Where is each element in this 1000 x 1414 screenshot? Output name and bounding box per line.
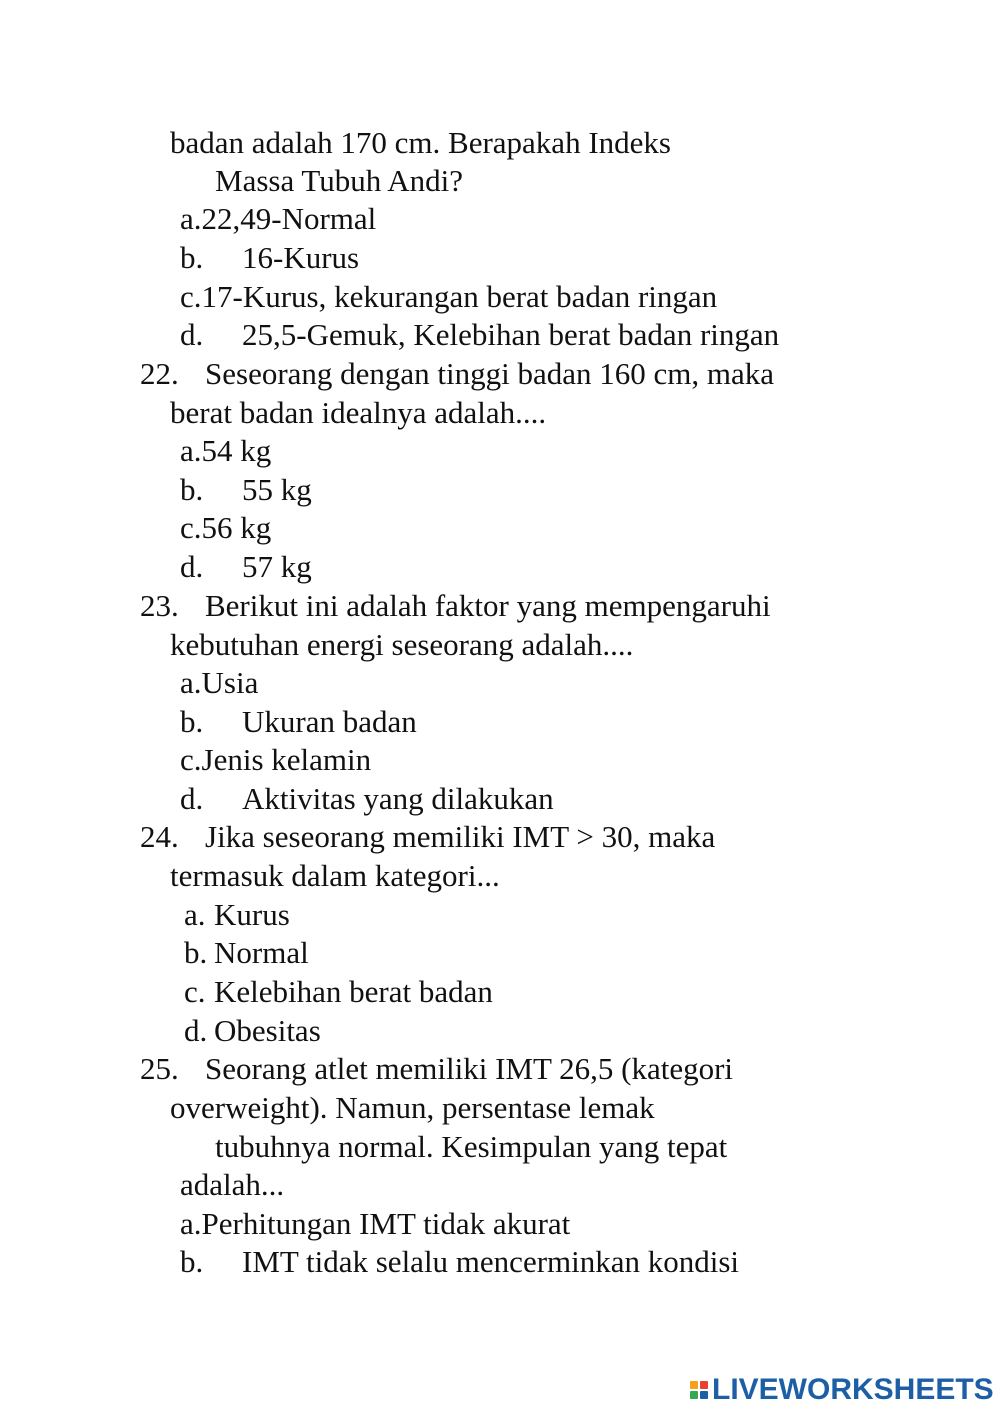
question-21-text-line-1: badan adalah 170 cm. Berapakah Indeks	[170, 125, 671, 160]
question-23-option-c[interactable]	[180, 741, 371, 779]
option-text: Usia	[201, 665, 259, 700]
option-label: c.	[180, 510, 202, 545]
option-label: d.	[184, 1013, 208, 1048]
option-label: a.	[180, 665, 202, 700]
option-label: d.	[180, 549, 204, 584]
option-text: Aktivitas yang dilakukan	[242, 781, 554, 816]
option-label: b.	[180, 472, 204, 507]
option-text: 25,5-Gemuk, Kelebihan berat badan ringan	[242, 317, 780, 352]
question-22-option-d[interactable]	[180, 548, 312, 586]
option-text: 57 kg	[242, 549, 312, 584]
question-23-option-d[interactable]	[180, 780, 554, 818]
question-25-text-line-2: overweight). Namun, persentase lemak	[170, 1090, 655, 1125]
option-label: c.	[180, 742, 202, 777]
question-24-option-d[interactable]	[184, 1012, 321, 1050]
question-number: 22.	[140, 356, 179, 391]
mark-square-2	[700, 1381, 708, 1389]
option-text: 17-Kurus, kekurangan berat badan ringan	[201, 279, 718, 314]
question-24-option-c[interactable]	[184, 973, 493, 1011]
question-25-option-b[interactable]	[180, 1243, 739, 1281]
question-25-option-a[interactable]	[180, 1205, 570, 1243]
brand-name: LIVEWORKSHEETS	[712, 1373, 994, 1406]
question-25-text-line-3: tubuhnya normal. Kesimpulan yang tepat	[215, 1129, 728, 1164]
question-25-text-line-4: adalah...	[180, 1167, 285, 1202]
question-23-option-a[interactable]	[180, 664, 258, 702]
option-text: IMT tidak selalu mencerminkan kondisi	[242, 1244, 740, 1279]
liveworksheets-mark-icon	[690, 1381, 708, 1399]
option-text: 22,49-Normal	[201, 201, 377, 236]
option-label: a.	[180, 433, 202, 468]
option-label: d.	[180, 781, 204, 816]
question-22-text-line-2: berat badan idealnya adalah....	[170, 395, 547, 430]
question-21-option-c[interactable]	[180, 278, 717, 316]
mark-square-3	[690, 1391, 698, 1399]
question-24-option-b[interactable]	[184, 934, 309, 972]
option-label: c.	[184, 974, 206, 1009]
option-label: a.	[180, 1206, 202, 1241]
question-21-option-d[interactable]	[180, 316, 779, 354]
option-text: Perhitungan IMT tidak akurat	[201, 1206, 571, 1241]
question-text: Seorang atlet memiliki IMT 26,5 (kategori	[205, 1051, 734, 1086]
liveworksheets-logo[interactable]	[690, 1372, 994, 1408]
option-text: Jenis kelamin	[201, 742, 372, 777]
option-label: a.	[180, 201, 202, 236]
question-23-option-b[interactable]	[180, 703, 417, 741]
option-text: Normal	[214, 935, 309, 970]
question-24-text-line-1	[140, 818, 715, 856]
question-text: Seseorang dengan tinggi badan 160 cm, maka	[205, 356, 775, 391]
question-21-text-line-2: Massa Tubuh Andi?	[215, 163, 464, 198]
question-21-option-b[interactable]	[180, 239, 359, 277]
question-22-option-a[interactable]	[180, 432, 271, 470]
question-22-option-c[interactable]	[180, 509, 271, 547]
question-number: 24.	[140, 819, 179, 854]
option-text: Ukuran badan	[242, 704, 417, 739]
option-label: a.	[184, 897, 206, 932]
option-label: b.	[180, 240, 204, 275]
question-text: Berikut ini adalah faktor yang mempengaruhi	[205, 588, 771, 623]
option-text: 16-Kurus	[242, 240, 360, 275]
question-21-option-a[interactable]	[180, 200, 376, 238]
question-23-text-line-1	[140, 587, 771, 625]
question-25-text-line-1	[140, 1050, 733, 1088]
question-number: 25.	[140, 1051, 179, 1086]
question-number: 23.	[140, 588, 179, 623]
option-text: 54 kg	[201, 433, 272, 468]
option-label: d.	[180, 317, 204, 352]
question-24-text-line-2: termasuk dalam kategori...	[170, 858, 500, 893]
option-label: b.	[184, 935, 208, 970]
option-text: 55 kg	[242, 472, 312, 507]
mark-square-4	[700, 1391, 708, 1399]
option-label: b.	[180, 704, 204, 739]
question-text: Jika seseorang memiliki IMT > 30, maka	[205, 819, 716, 854]
option-label: c.	[180, 279, 202, 314]
question-22-text-line-1	[140, 355, 774, 393]
option-text: 56 kg	[201, 510, 272, 545]
mark-square-1	[690, 1381, 698, 1389]
option-text: Kelebihan berat badan	[214, 974, 493, 1009]
question-23-text-line-2: kebutuhan energi seseorang adalah....	[170, 627, 634, 662]
question-24-option-a[interactable]	[184, 896, 290, 934]
question-22-option-b[interactable]	[180, 471, 312, 509]
option-label: b.	[180, 1244, 204, 1279]
option-text: Obesitas	[214, 1013, 321, 1048]
option-text: Kurus	[214, 897, 290, 932]
